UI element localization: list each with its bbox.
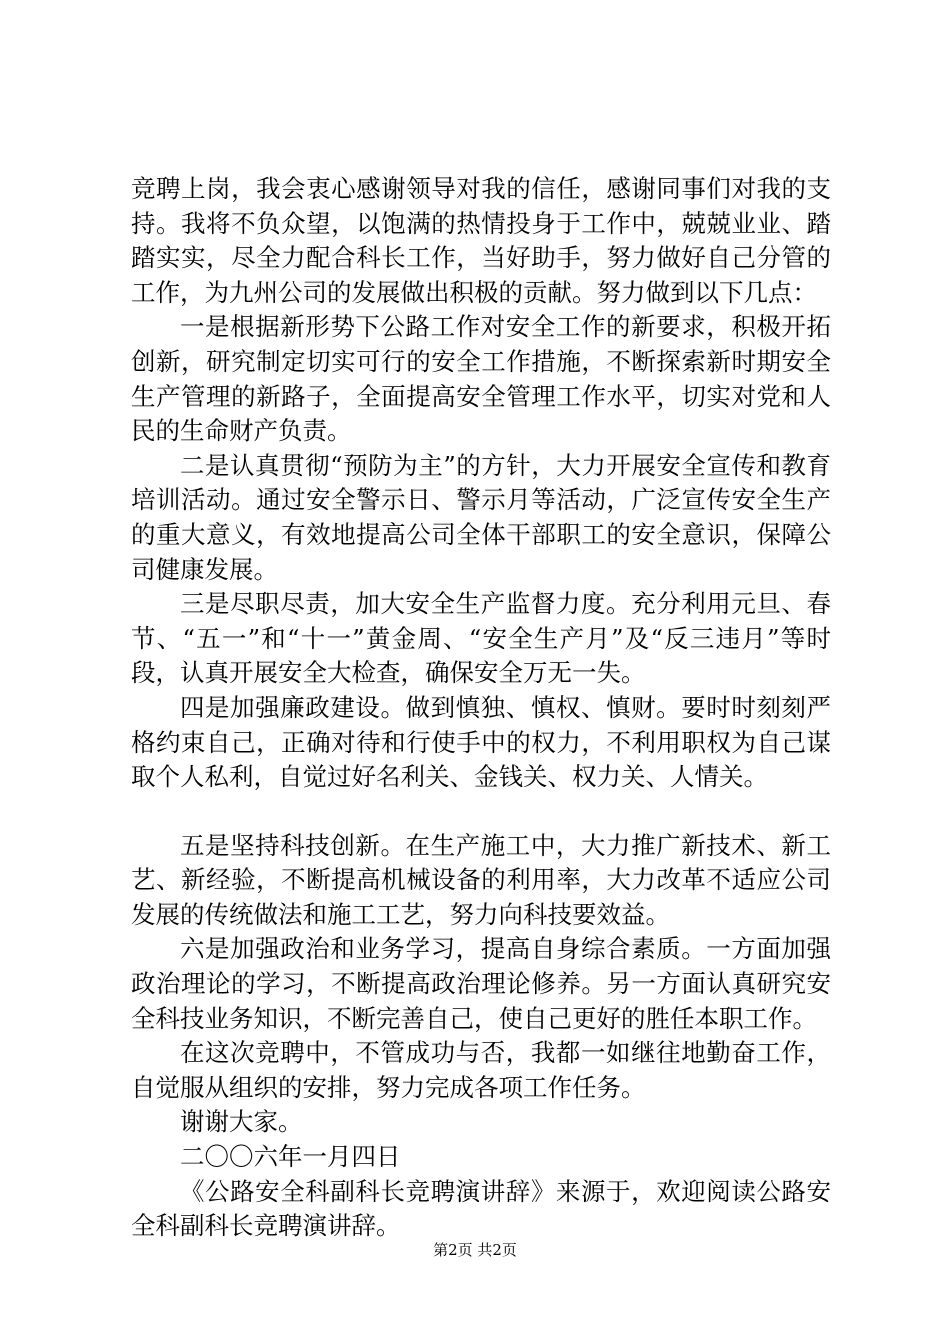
page-number-footer: 第2页 共2页 (433, 1241, 517, 1259)
paragraph-point-one: 一是根据新形势下公路工作对安全工作的新要求，积极开拓创新，研究制定切实可行的安全工作措施，不断探索新时期安全生产管理的新路子，全面提高安全管理工作水平，切实对党和人民的生命财产负责。 (131, 312, 831, 446)
paragraph-spacer (131, 795, 831, 829)
paragraph-closing: 在这次竞聘中，不管成功与否，我都一如继往地勤奋工作，自觉服从组织的安排，努力完成各项工作任务。 (131, 1038, 831, 1102)
paragraph-point-two: 二是认真贯彻“预防为主”的方针，大力开展安全宣传和教育培训活动。通过安全警示日、警示月等活动，广泛宣传安全生产的重大意义，有效地提高公司全体干部职工的安全意识，保障公司健康发展。 (131, 450, 831, 584)
document-body (131, 172, 831, 1244)
paragraph-thanks: 谢谢大家。 (180, 1107, 303, 1137)
paragraph-point-five: 五是坚持科技创新。在生产施工中，大力推广新技术、新工艺、新经验，不断提高机械设备的利用率，大力改革不适应公司发展的传统做法和施工工艺，努力向科技要效益。 (131, 830, 831, 929)
paragraph-point-six: 六是加强政治和业务学习，提高自身综合素质。一方面加强政治理论的学习，不断提高政治理论修养。另一方面认真研究安全科技业务知识，不断完善自己，使自己更好的胜任本职工作。 (131, 934, 831, 1033)
paragraph-source-note: 《公路安全科副科长竞聘演讲辞》来源于，欢迎阅读公路安全科副科长竞聘演讲辞。 (131, 1176, 831, 1241)
paragraph-point-four: 四是加强廉政建设。做到慎独、慎权、慎财。要时时刻刻严格约束自己，正确对待和行使手中的权力，不利用职权为自己谋取个人私利，自觉过好名利关、金钱关、权力关、人情关。 (131, 692, 831, 792)
paragraph-intro: 竞聘上岗，我会衷心感谢领导对我的信任，感谢同事们对我的支持。我将不负众望，以饱满的热情投身于工作中，兢兢业业、踏踏实实，尽全力配合科长工作，当好助手，努力做好自己分管的工作，为九州公司的发展做出积极的贡献。努力做到以下几点： (131, 174, 831, 307)
paragraph-point-three: 三是尽职尽责，加大安全生产监督力度。充分利用元旦、春节、“五一”和“十一”黄金周、“安全生产月”及“反三违月”等时段，认真开展安全大检查，确保安全万无一失。 (131, 589, 831, 688)
paragraph-date: 二〇〇六年一月四日 (180, 1142, 401, 1172)
